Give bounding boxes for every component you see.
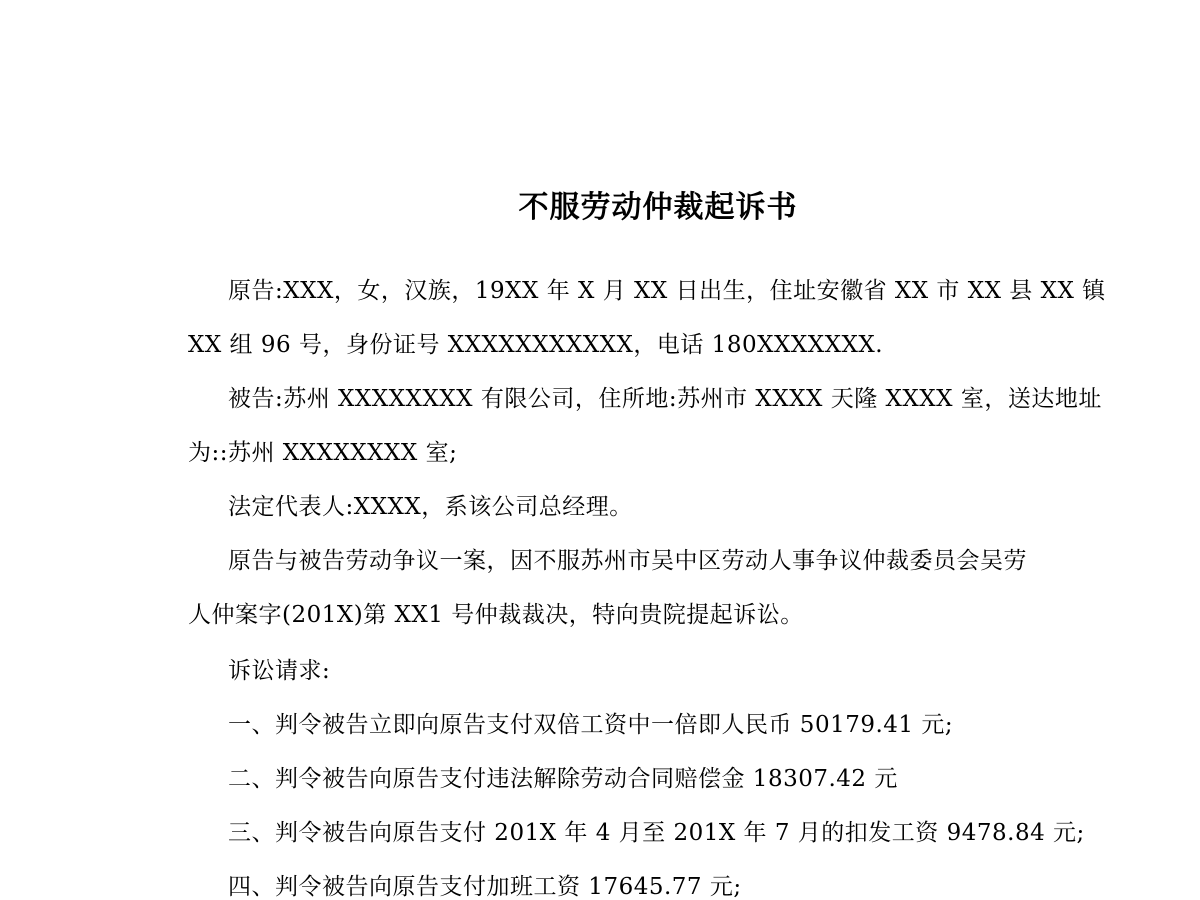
- claims-heading: 诉讼请求:: [228, 658, 331, 684]
- plaintiff-line-2: XX 组 96 号，身份证号 XXXXXXXXXXX，电话 180XXXXXXX.: [188, 332, 884, 358]
- defendant-line-2: 为::苏州 XXXXXXXX 室;: [188, 440, 458, 466]
- claim-item-3: 三、判令被告向原告支付 201X 年 4 月至 201X 年 7 月的扣发工资 9478.84 元;: [228, 820, 1085, 846]
- legal-representative-line: 法定代表人:XXXX，系该公司总经理。: [228, 494, 633, 520]
- document-title: 不服劳动仲裁起诉书: [518, 190, 798, 225]
- claim-item-1: 一、判令被告立即向原告支付双倍工资中一倍即人民币 50179.41 元;: [228, 712, 954, 738]
- case-statement-line-1: 原告与被告劳动争议一案，因不服苏州市吴中区劳动人事争议仲裁委员会吴劳: [228, 548, 1027, 574]
- plaintiff-line-1: 原告:XXX，女，汉族，19XX 年 X 月 XX 日出生，住址安徽省 XX 市 XX 县 XX 镇: [228, 278, 1106, 304]
- case-statement-line-2: 人仲案字(201X)第 XX1 号仲裁裁决，特向贵院提起诉讼。: [188, 602, 804, 628]
- defendant-line-1: 被告:苏州 XXXXXXXX 有限公司，住所地:苏州市 XXXX 天隆 XXXX 室，送达地址: [228, 386, 1102, 412]
- claim-item-2: 二、判令被告向原告支付违法解除劳动合同赔偿金 18307.42 元: [228, 766, 898, 792]
- claim-item-4: 四、判令被告向原告支付加班工资 17645.77 元;: [228, 874, 742, 900]
